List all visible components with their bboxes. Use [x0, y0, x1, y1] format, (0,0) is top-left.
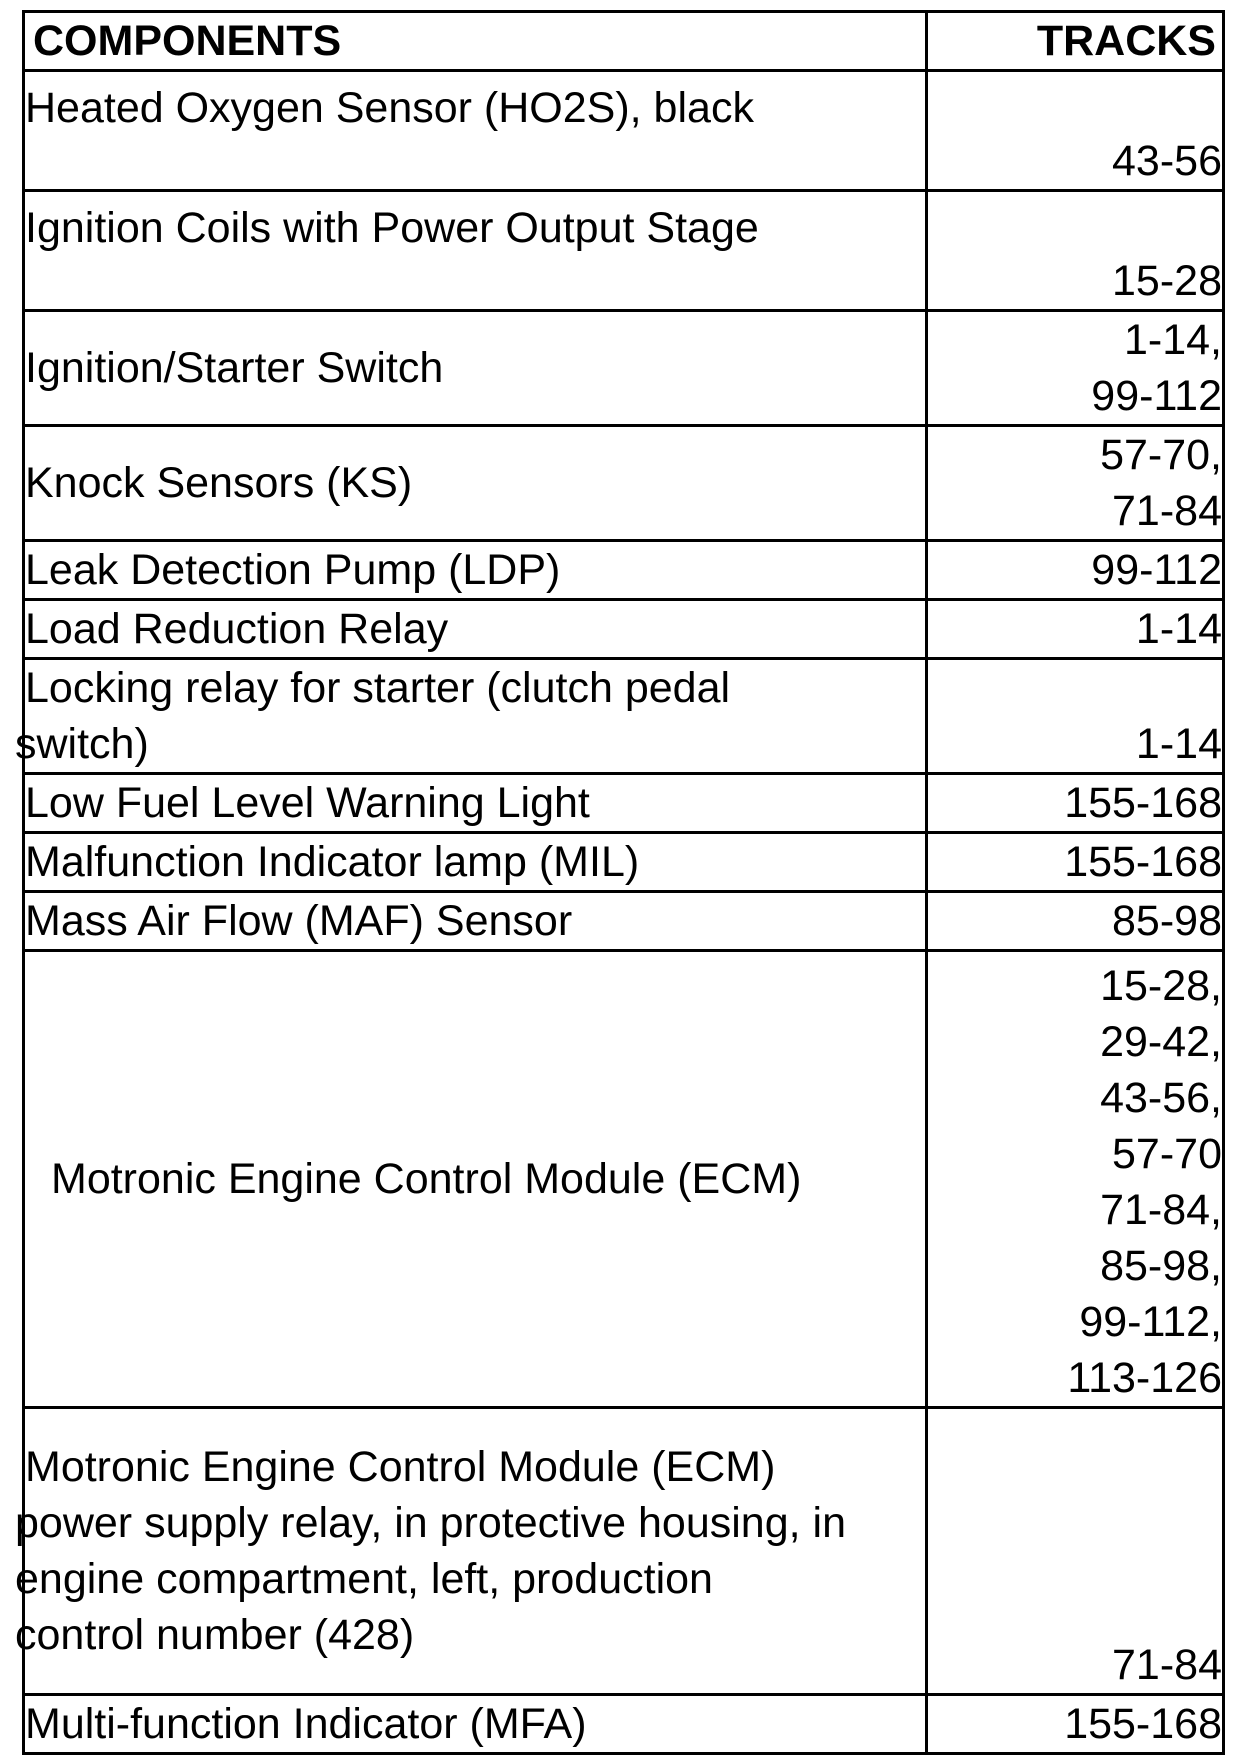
- component-name-line: switch): [15, 720, 149, 768]
- component-name: Mass Air Flow (MAF) Sensor: [24, 892, 927, 951]
- table-row: [24, 951, 1224, 1408]
- track-range: 71-84,: [1100, 1186, 1222, 1234]
- header-tracks: TRACKS: [927, 12, 1224, 71]
- table-row: [24, 541, 1224, 600]
- track-range: 113-126: [1067, 1354, 1222, 1402]
- component-name: Malfunction Indicator lamp (MIL): [24, 833, 927, 892]
- component-tracks: [927, 774, 1224, 833]
- track-range: 43-56: [1112, 137, 1222, 185]
- component-name: Leak Detection Pump (LDP): [24, 541, 927, 600]
- track-range: 85-98,: [1100, 1242, 1222, 1290]
- track-range: 43-56,: [1100, 1074, 1222, 1122]
- component-tracks: [927, 951, 1224, 1408]
- track-range: 57-70: [1112, 1130, 1222, 1178]
- track-range: 1-14,: [1123, 316, 1222, 364]
- track-range: 155-168: [1064, 779, 1222, 827]
- component-name-line: Locking relay for starter (clutch pedal: [25, 664, 731, 712]
- table-row: [24, 892, 1224, 951]
- track-range: 29-42,: [1100, 1018, 1222, 1066]
- table-row: [24, 600, 1224, 659]
- track-range: 99-112,: [1079, 1298, 1222, 1346]
- track-range: 1-14: [1135, 720, 1222, 768]
- table-row: [24, 833, 1224, 892]
- component-name: [15, 1408, 927, 1695]
- component-name: Heated Oxygen Sensor (HO2S), black: [24, 71, 927, 191]
- table-header-row: [24, 12, 1224, 71]
- component-name-line: control number (428): [15, 1611, 415, 1659]
- components-tracks-sheet: [15, 10, 1222, 1755]
- table-row: [24, 1408, 1224, 1695]
- component-tracks: [927, 600, 1224, 659]
- component-tracks: [927, 71, 1224, 191]
- table-row: [24, 71, 1224, 191]
- component-tracks: [927, 541, 1224, 600]
- track-range: 155-168: [1064, 1700, 1222, 1748]
- component-name-line: engine compartment, left, production: [15, 1555, 713, 1603]
- table-row: [24, 191, 1224, 311]
- component-tracks: [927, 1695, 1224, 1754]
- component-name-line: Motronic Engine Control Module (ECM): [25, 1443, 776, 1491]
- track-range: 15-28,: [1100, 962, 1222, 1010]
- component-name: [15, 659, 927, 774]
- table-row: [24, 311, 1224, 426]
- track-range: 71-84: [1112, 487, 1222, 535]
- component-tracks: [927, 833, 1224, 892]
- components-table: [15, 10, 1225, 1755]
- component-name: Multi-function Indicator (MFA): [24, 1695, 927, 1754]
- component-tracks: [927, 659, 1224, 774]
- table-row: [24, 426, 1224, 541]
- component-name: Ignition/Starter Switch: [24, 311, 927, 426]
- component-tracks: [927, 1408, 1224, 1695]
- header-components: COMPONENTS: [24, 12, 927, 71]
- component-name: Low Fuel Level Warning Light: [24, 774, 927, 833]
- component-name: Motronic Engine Control Module (ECM): [24, 951, 927, 1408]
- component-name: Load Reduction Relay: [24, 600, 927, 659]
- table-row: [24, 1695, 1224, 1754]
- track-range: 99-112: [1091, 546, 1222, 594]
- table-row: [24, 659, 1224, 774]
- track-range: 99-112: [1091, 372, 1222, 420]
- component-tracks: [927, 426, 1224, 541]
- track-range: 155-168: [1064, 838, 1222, 886]
- component-tracks: [927, 311, 1224, 426]
- track-range: 15-28: [1112, 257, 1222, 305]
- track-range: 1-14: [1135, 605, 1222, 653]
- component-tracks: [927, 191, 1224, 311]
- component-tracks: [927, 892, 1224, 951]
- component-name: Knock Sensors (KS): [24, 426, 927, 541]
- track-range: 85-98: [1112, 897, 1222, 945]
- track-range: 71-84: [1112, 1641, 1222, 1689]
- component-name: Ignition Coils with Power Output Stage: [24, 191, 927, 311]
- table-row: [24, 774, 1224, 833]
- component-name-line: power supply relay, in protective housing, in: [15, 1499, 846, 1547]
- track-range: 57-70,: [1100, 431, 1222, 479]
